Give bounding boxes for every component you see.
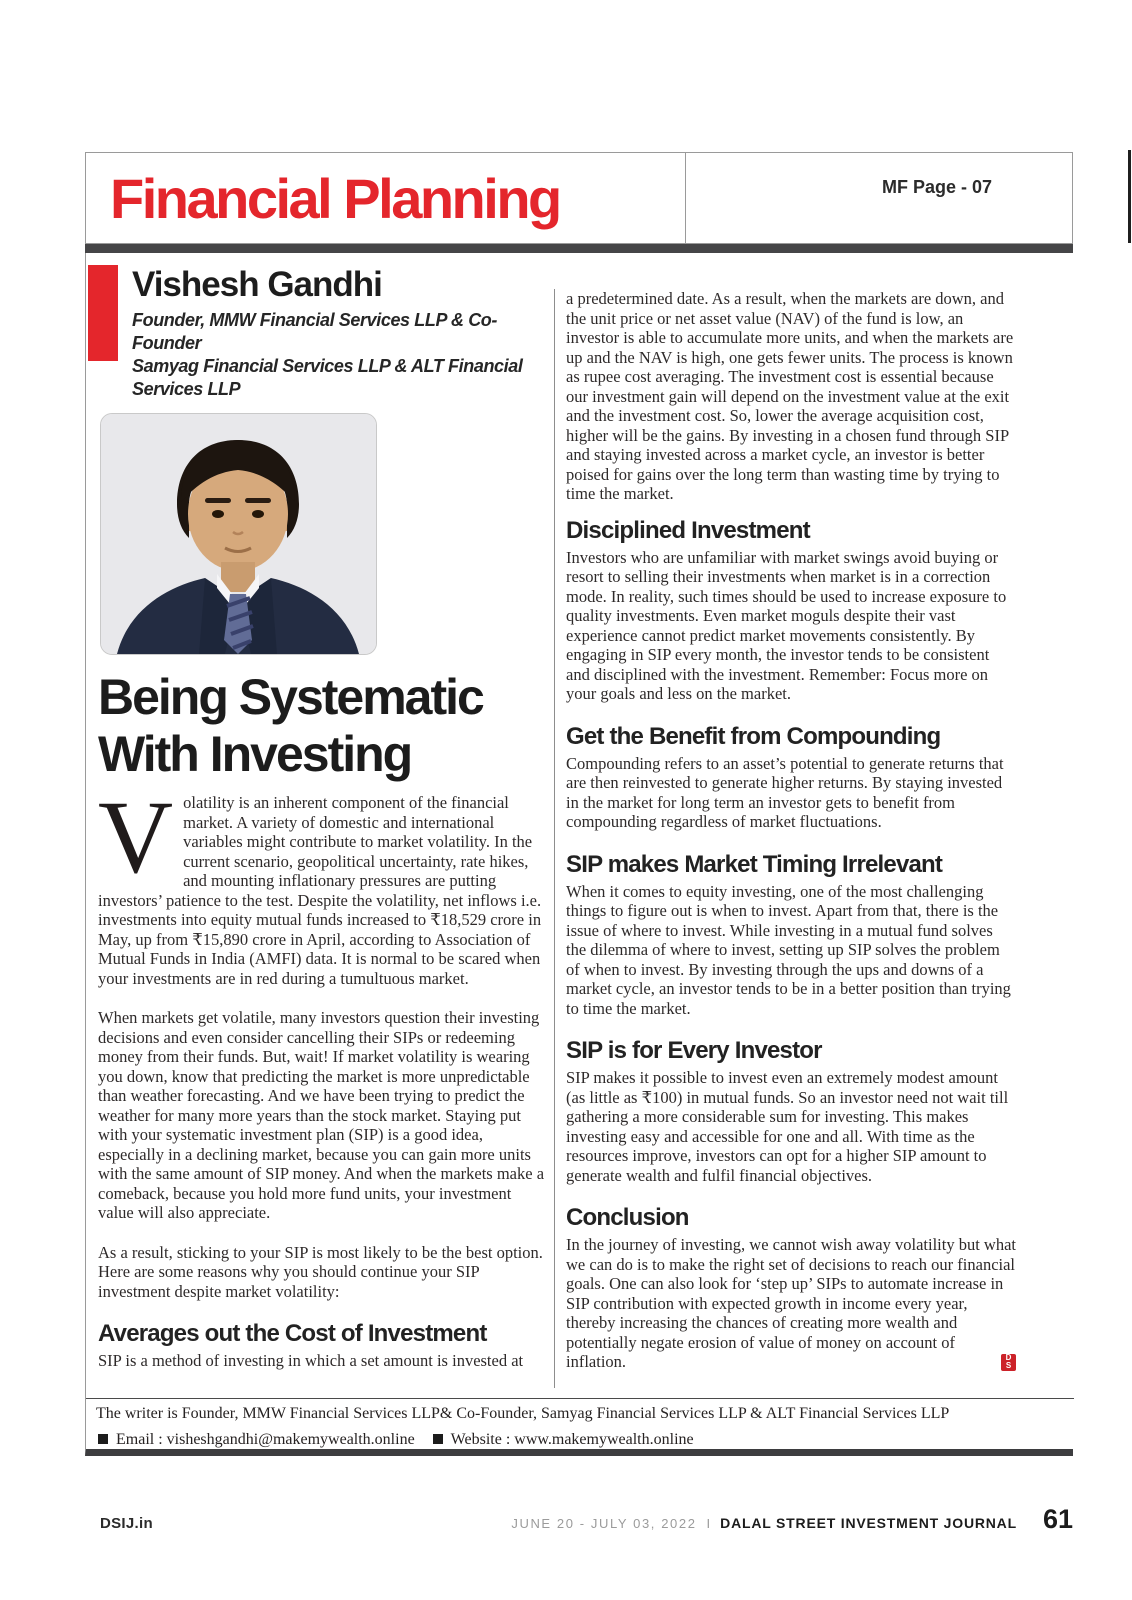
section-heading-conclusion: Conclusion bbox=[566, 1204, 689, 1231]
paragraph: When markets get volatile, many investors question their investing decisions and even consider cancelling their SIPs or redeeming money from their funds. But, wait! If market volatility is wearing you down, know that predicting the market is more unpredictable than weather forecasting. And we have been trying to predict the weather for many more years than the stock market. Staying put with your systematic investment plan (SIP) is a good idea, especially in a declining market, because you can gain more units with the same amount of SIP money. And when the markets make a comeback, because you hold more fund units, your investment value will also appreciate. bbox=[98, 1008, 545, 1222]
paragraph: SIP is a method of investing in which a set amount is invested at bbox=[98, 1351, 524, 1370]
contact-line bbox=[96, 1430, 1056, 1450]
journal-name: DALAL STREET INVESTMENT JOURNAL bbox=[720, 1515, 1017, 1531]
paragraph: In the journey of investing, we cannot wish away volatility but what we can do is to make the right set of decisions to reach our financial goals. One can also look for ‘step up’ SIPs to automate increase in SIP contribution with expected growth in income every year, thereby increasing the chances of creating more wealth and potentially negate erosion of value of money on account of inflation. bbox=[566, 1235, 1016, 1371]
author-role-line1: Founder, MMW Financial Services LLP & Co-Founder bbox=[132, 310, 497, 353]
paragraph: a predetermined date. As a result, when the markets are down, and the unit price or net asset value (NAV) of the fund is low, an investor is able to accumulate more units, and when the markets are up and the NAV is high, one gets fewer units. The process is known as rupee cost averaging. The investment cost is essential because our investment gain will depend on the investment value at the exit and the investment cost. So, lower the average acquisition cost, higher will be the gains. By investing in a chosen fund through SIP and staying invested across a market cycle, an investor is better poised for gains over the long term than wasting time by trying to time the market. bbox=[566, 289, 1014, 503]
writer-credit: The writer is Founder, MMW Financial Services LLP& Co-Founder, Samyag Financial Services LLP & ALT Financial Services LLP bbox=[96, 1405, 950, 1422]
section-heading-disciplined-investment: Disciplined Investment bbox=[566, 516, 810, 544]
masthead-left-cell bbox=[86, 153, 686, 243]
bullet-square-icon bbox=[98, 1434, 108, 1444]
issue-date: JUNE 20 - JULY 03, 2022 bbox=[511, 1516, 697, 1531]
conclusion-block bbox=[566, 1235, 1016, 1372]
page-ref-label: MF Page - 07 bbox=[881, 177, 992, 197]
section-heading-benefit-compounding: Get the Benefit from Compounding bbox=[566, 722, 941, 750]
article-columns bbox=[86, 263, 1073, 1396]
intro-paragraph bbox=[98, 780, 546, 988]
dropcap-letter: V bbox=[98, 780, 174, 895]
footer-separator: I bbox=[706, 1516, 711, 1531]
bullet-square-icon bbox=[433, 1434, 443, 1444]
page-edge-mark bbox=[1128, 150, 1131, 243]
paragraph: Compounding refers to an asset’s potential to generate returns that are then reinvested to generate higher returns. By staying invested in the market for long term an investor gets to benefit from compounding regardless of market fluctuations. bbox=[566, 753, 1004, 831]
paragraph: SIP makes it possible to invest even an extremely modest amount (as little as ₹100) in mutual funds. So an investor need not wait till gathering a more considerable sum for investing. This makes investing easy and accessible for one and all. With time as the resources improve, investors can opt for a higher SIP amount to generate wealth and fulfil financial objectives. bbox=[566, 1068, 1009, 1185]
masthead-divider-bar bbox=[85, 244, 1073, 253]
section-heading-averages-cost: Averages out the Cost of Investment bbox=[98, 1320, 487, 1347]
intro-text: olatility is an inherent component of the financial market. A variety of domestic and international variables might contribute to market volatility. In the current scenario, geopolitical uncertainty, rate hikes, and mounting inflationary pressures are putting investors’ patience to the test. Despite the volatility, net inflows i.e. investments into equity mutual funds increased to ₹18,529 crore in May, up from ₹15,890 crore in April, according to Association of Mutual Funds in India (AMFI) data. It is normal to be scared when your investments are in red during a tumultuous market. bbox=[98, 793, 542, 988]
section-heading-market-timing: SIP makes Market Timing Irrelevant bbox=[566, 850, 943, 878]
paragraph: As a result, sticking to your SIP is most likely to be the best option. Here are some reasons why you should continue your SIP investment despite market volatility: bbox=[98, 1242, 543, 1301]
article-title-line2: With Investing bbox=[98, 726, 412, 782]
site-name: DSIJ.in bbox=[100, 1515, 153, 1532]
dsij-logo-icon bbox=[1001, 1354, 1016, 1371]
section-heading-every-investor: SIP is for Every Investor bbox=[566, 1037, 822, 1064]
masthead bbox=[85, 152, 1073, 244]
dsij-logo-letter-d: D bbox=[1005, 1353, 1012, 1362]
footer-right-group bbox=[511, 1504, 1073, 1535]
article-page-frame bbox=[85, 152, 1073, 1456]
page-number: 61 bbox=[1042, 1504, 1073, 1534]
author-name: Vishesh Gandhi bbox=[132, 265, 382, 304]
credit-divider-line bbox=[86, 1398, 1074, 1399]
author-accent-bar bbox=[88, 265, 118, 361]
paragraph: When it comes to equity investing, one of the most challenging things to figure out is when to invest. Apart from that, there is the issue of where to invest. While investing in a mutual fund solves the dilemma of where to invest, setting up SIP solves the problem of when to invest. By investing through the ups and downs of a market cycle, an investor tends to be in a better position than trying to time the market. bbox=[566, 881, 1011, 1018]
paragraph: Investors who are unfamiliar with market swings avoid buying or resort to selling their investments when market is in a correction mode. In reality, such times should be used to increase exposure to quality investments. Even market moguls despite their vast experience cannot predict market movements consistently. By engaging in SIP every month, the investor tends to be consistent and disciplined with the investment. Remember: Focus more on your goals and less on the market. bbox=[566, 547, 1007, 703]
author-text bbox=[132, 265, 546, 401]
column-divider-line bbox=[554, 289, 555, 1388]
dsij-logo-letter-s: S bbox=[1005, 1361, 1012, 1370]
section-title: Financial Planning bbox=[110, 167, 560, 230]
author-role-line2: Samyag Financial Services LLP & ALT Financial Services LLP bbox=[132, 356, 523, 399]
article-title-line1: Being Systematic bbox=[98, 669, 483, 725]
email-text: Email : visheshgandhi@makemywealth.online bbox=[116, 1431, 415, 1448]
right-column bbox=[566, 289, 1016, 1392]
article-title bbox=[98, 669, 546, 783]
left-column bbox=[98, 265, 546, 1391]
masthead-right-cell bbox=[686, 153, 1072, 243]
page-footer bbox=[100, 1504, 1073, 1535]
author-portrait-illustration bbox=[101, 414, 376, 654]
website-text: Website : www.makemywealth.online bbox=[450, 1431, 694, 1448]
author-block bbox=[98, 265, 546, 401]
author-photo bbox=[100, 413, 377, 655]
